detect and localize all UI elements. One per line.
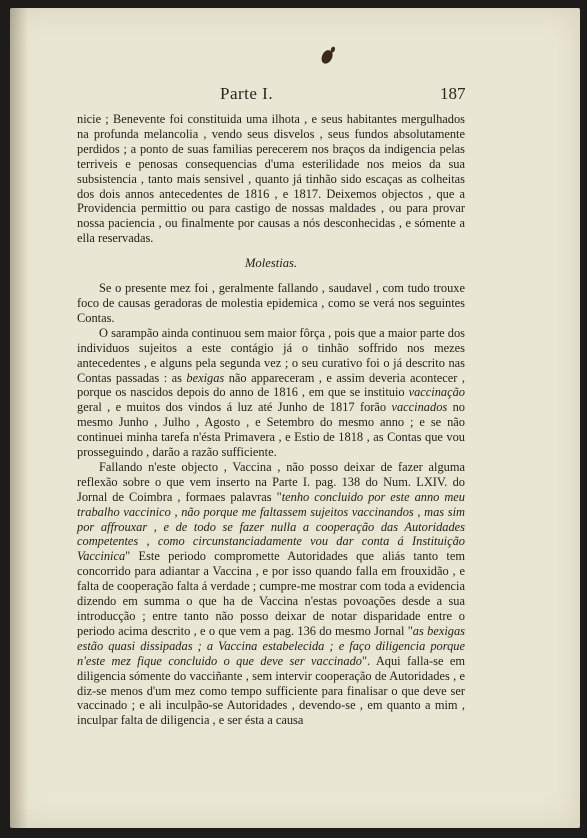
body-text — [77, 112, 465, 728]
text-run: ". Aqui falla-se em diligencia sómente do vacciñante , sem intervir cooperação de Autoridades , e diz-se menos d'um mez como tempo sufficiente para finalisar o que deve ser vaccinado ; e ali inculpão-se Autoridades , devendo-se , em quanto a mim , inculpar falta de diligencia , e ser ésta a causa — [77, 653, 465, 728]
section-heading: Molestias. — [244, 256, 298, 271]
paragraph-month: Se o presente mez foi , geralmente fallando , saudavel , com tudo trouxe foco de causas geradoras de molestia epidemica , como se verá nos seguintes Contas. — [77, 281, 465, 325]
document-page — [10, 8, 580, 828]
text-run: Fallando n'este objecto , Vaccina , não posso deixar de fazer alguma reflexão sobre o que vem inserto na Parte I. pag. 138 do Num. LXIV. do Jornal de Coimbra , formaes palavras " — [77, 459, 465, 504]
paragraph-continuation: nicie ; Benevente foi constituida uma ilhota , e seus habitantes mergulhados na profunda melancolia , vendo seus disvelos , seus fundos absolutamente perdidos ; a ponto de suas familias perecerem nos braços da indigencia pelas terriveis e penosas consequencias d'uma esterilidade nos meios da sua subsistencia , tanto mais sensivel , quanto já tinhão sido escaças as colheitas dos dois annos antecedentes de 1816 , e 1817. Deixemos objectos , que a Providencia permittio ou para castigo de nossas maldades , ou para provar nossa paciencia , ou finalmente por causas a nós desconhecidas , e sómente a ella reservadas. — [77, 112, 465, 246]
italic-term: bexigas — [186, 370, 225, 385]
text-run: no mesmo Junho , Julho , Agosto , e Setembro do mesmo anno ; e se não continuei minha tarefa n'ésta Primavera , e Estio de 1818 , as Contas que vou prosseguindo , darão a razão sufficiente. — [77, 400, 465, 460]
binding-shadow — [10, 8, 28, 828]
text-run: O sarampão ainda continuou sem maior fôrça , pois que a maior parte dos individuos sujeitos a este contágio já o tinhão soffrido nos mezes antecedentes , e alguns pela segunda vez ; o seu curativo foi o já descrito nas Contas passadas : as — [77, 325, 465, 385]
ink-blot — [320, 49, 334, 66]
text-run: " Este periodo compromette Autoridades que aliás tanto tem concorrido para adiantar a Vaccina , e por isso quando falla em frouxidão , e falta de cooperação falta á verdade ; cumpre-me mostrar com toda a evidencia dizendo em summa o que ha de Vaccina n'estas povoações desde a sua introducção ; entre tanto não posso deixar de notar disparidade entre o periodo acima descrito , e o que vem a pag. 136 do mesmo Jornal " — [77, 549, 465, 638]
paragraph-sarampao — [77, 326, 465, 460]
text-run: geral , e muitos dos vindos á luz até Junho de 1817 forão — [77, 400, 392, 415]
page-header — [10, 84, 580, 108]
paragraph-vaccina — [77, 460, 465, 728]
page-number: 187 — [440, 84, 466, 103]
text-run: não appareceram , e assim deveria acontecer , porque os nascidos depois do anno de 1816 , em que se instituio — [77, 370, 465, 400]
running-head: Parte I. — [220, 84, 274, 103]
quoted-passage: tenho concluido por este anno meu trabalho vaccinico , não porque me faltassem sujeitos vaccinandos , mas sim por affrouxar , e de todo se fazer nulla a cooperação das Autoridades competentes , como circunstanciadamente vou dar conta á Instituição Vaccinica — [77, 489, 466, 564]
quoted-passage: as bexigas estão quasi dissipadas ; a Vaccina estabelecida ; e faço diligencia porque n'este mez fique concluido o que deve ser vaccinado — [77, 623, 465, 668]
italic-term: vaccinados — [391, 400, 448, 415]
italic-term: vaccinação — [408, 385, 465, 400]
